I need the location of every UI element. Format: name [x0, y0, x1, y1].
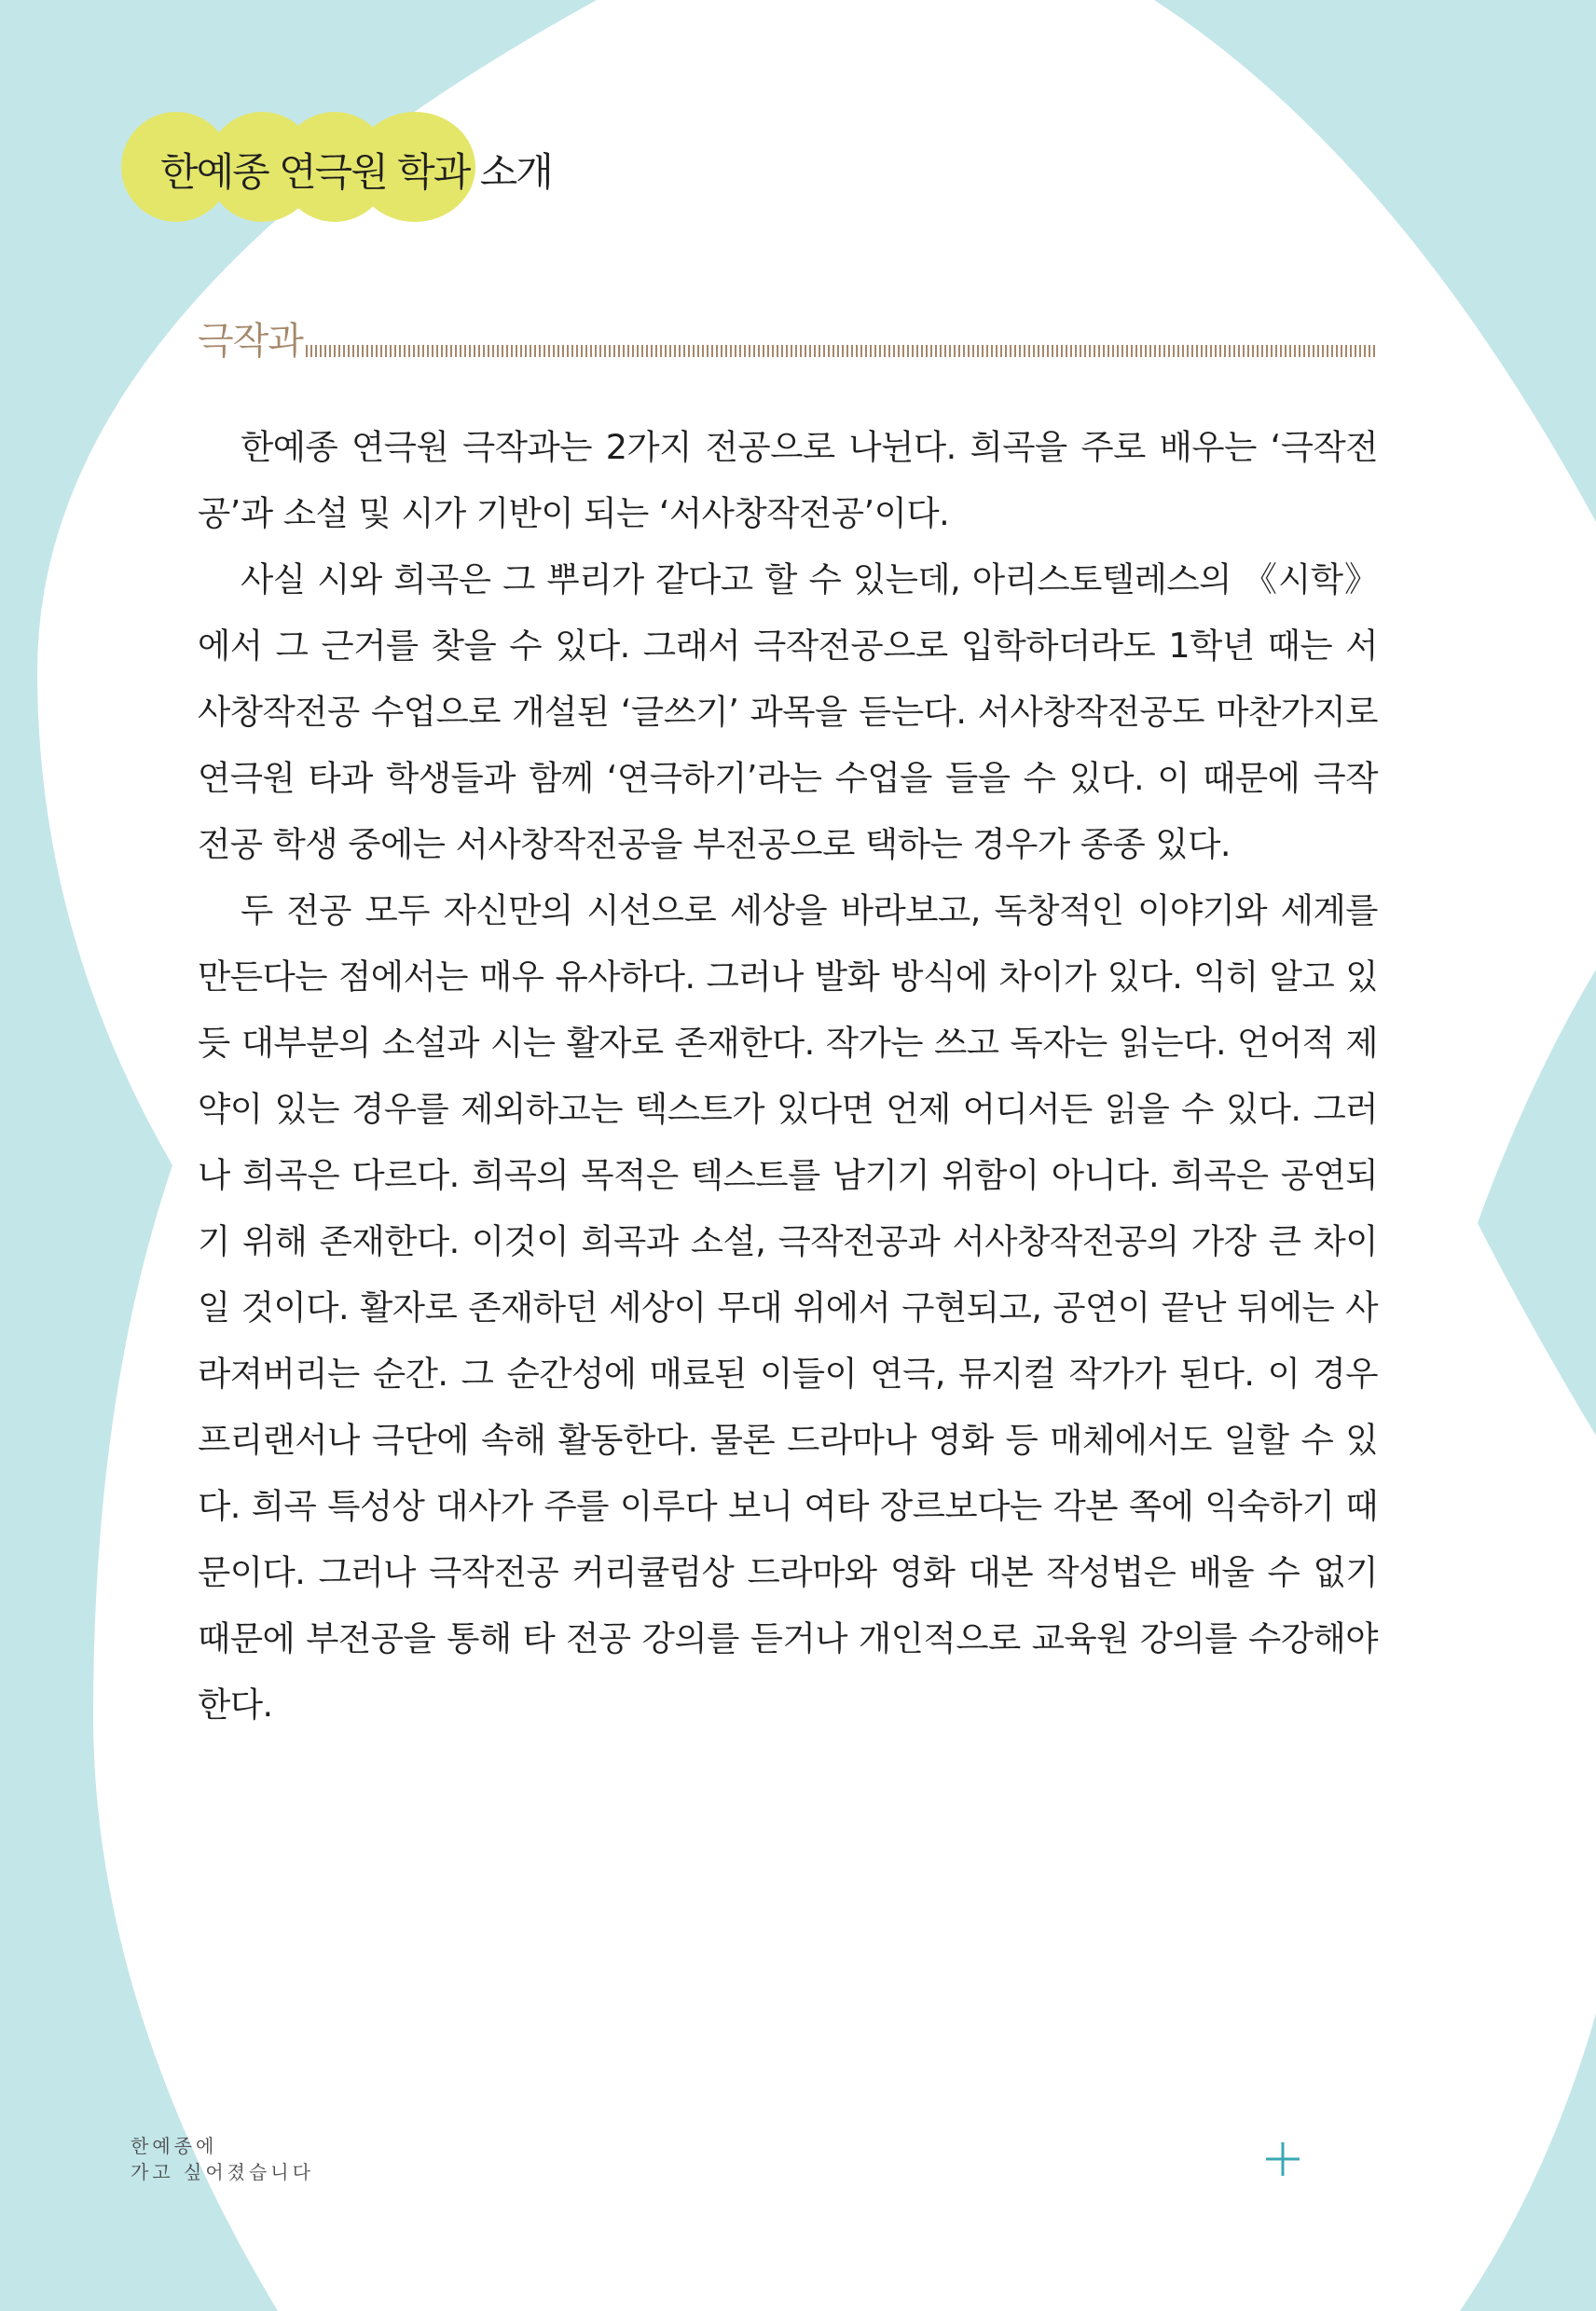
section-divider [306, 345, 1378, 357]
paragraph-2: 사실 시와 희곡은 그 뿌리가 같다고 할 수 있는데, 아리스토텔레스의 《시학》에서 그 근거를 찾을 수 있다. 그래서 극작전공으로 입학하더라도 1학년 때는 서사창작전공 수업으로 개설된 ‘글쓰기’ 과목을 듣는다. 서사창작전공도 마찬가지로 연극원 타과 학생들과 함께 ‘연극하기’라는 수업을 들을 수 있다. 이 때문에 극작전공 학생 중에는 서사창작전공을 부전공으로 택하는 경우가 종종 있다. [198, 559, 1378, 864]
badge-label: 한예종 연극원 학과 소개 [160, 149, 552, 195]
category-badge [121, 112, 552, 222]
section-header [198, 311, 1378, 367]
paragraph-3: 두 전공 모두 자신만의 시선으로 세상을 바라보고, 독창적인 이야기와 세계를 만든다는 점에서는 매우 유사하다. 그러나 발화 방식에 차이가 있다. 익히 알고 있듯 대부분의 소설과 시는 활자로 존재한다. 작가는 쓰고 독자는 읽는다. 언어적 제약이 있는 경우를 제외하고는 텍스트가 있다면 언제 어디서든 읽을 수 있다. 그러나 희곡은 다르다. 희곡의 목적은 텍스트를 남기기 위함이 아니다. 희곡은 공연되기 위해 존재한다. 이것이 희곡과 소설, 극작전공과 서사창작전공의 가장 큰 차이일 것이다. 활자로 존재하던 세상이 무대 위에서 구현되고, 공연이 끝난 뒤에는 사라져버리는 순간. 그 순간성에 매료된 이들이 연극, 뮤지컬 작가가 된다. 이 경우 프리랜서나 극단에 속해 활동한다. 물론 드라마나 영화 등 매체에서도 일할 수 있다. 희곡 특성상 대사가 주를 이루다 보니 여타 장르보다는 각본 쪽에 익숙하기 때문이다. 그러나 극작전공 커리큘럼상 드라마와 영화 대본 작성법은 배울 수 없기 때문에 부전공을 통해 타 전공 강의를 듣거나 개인적으로 교육원 강의를 수강해야 한다. [198, 890, 1378, 1725]
footer-book-title [131, 2133, 314, 2185]
paragraph-1: 한예종 연극원 극작과는 2가지 전공으로 나뉜다. 희곡을 주로 배우는 ‘극작전공’과 소설 및 시가 기반이 되는 ‘서사창작전공’이다. [198, 427, 1378, 533]
footer-line-1: 한예종에 [131, 2135, 218, 2157]
plus-icon [1264, 2140, 1301, 2178]
section-title: 극작과 [198, 320, 303, 363]
footer-line-2: 가고 싶어졌습니다 [131, 2161, 314, 2183]
article-body [198, 414, 1378, 1738]
